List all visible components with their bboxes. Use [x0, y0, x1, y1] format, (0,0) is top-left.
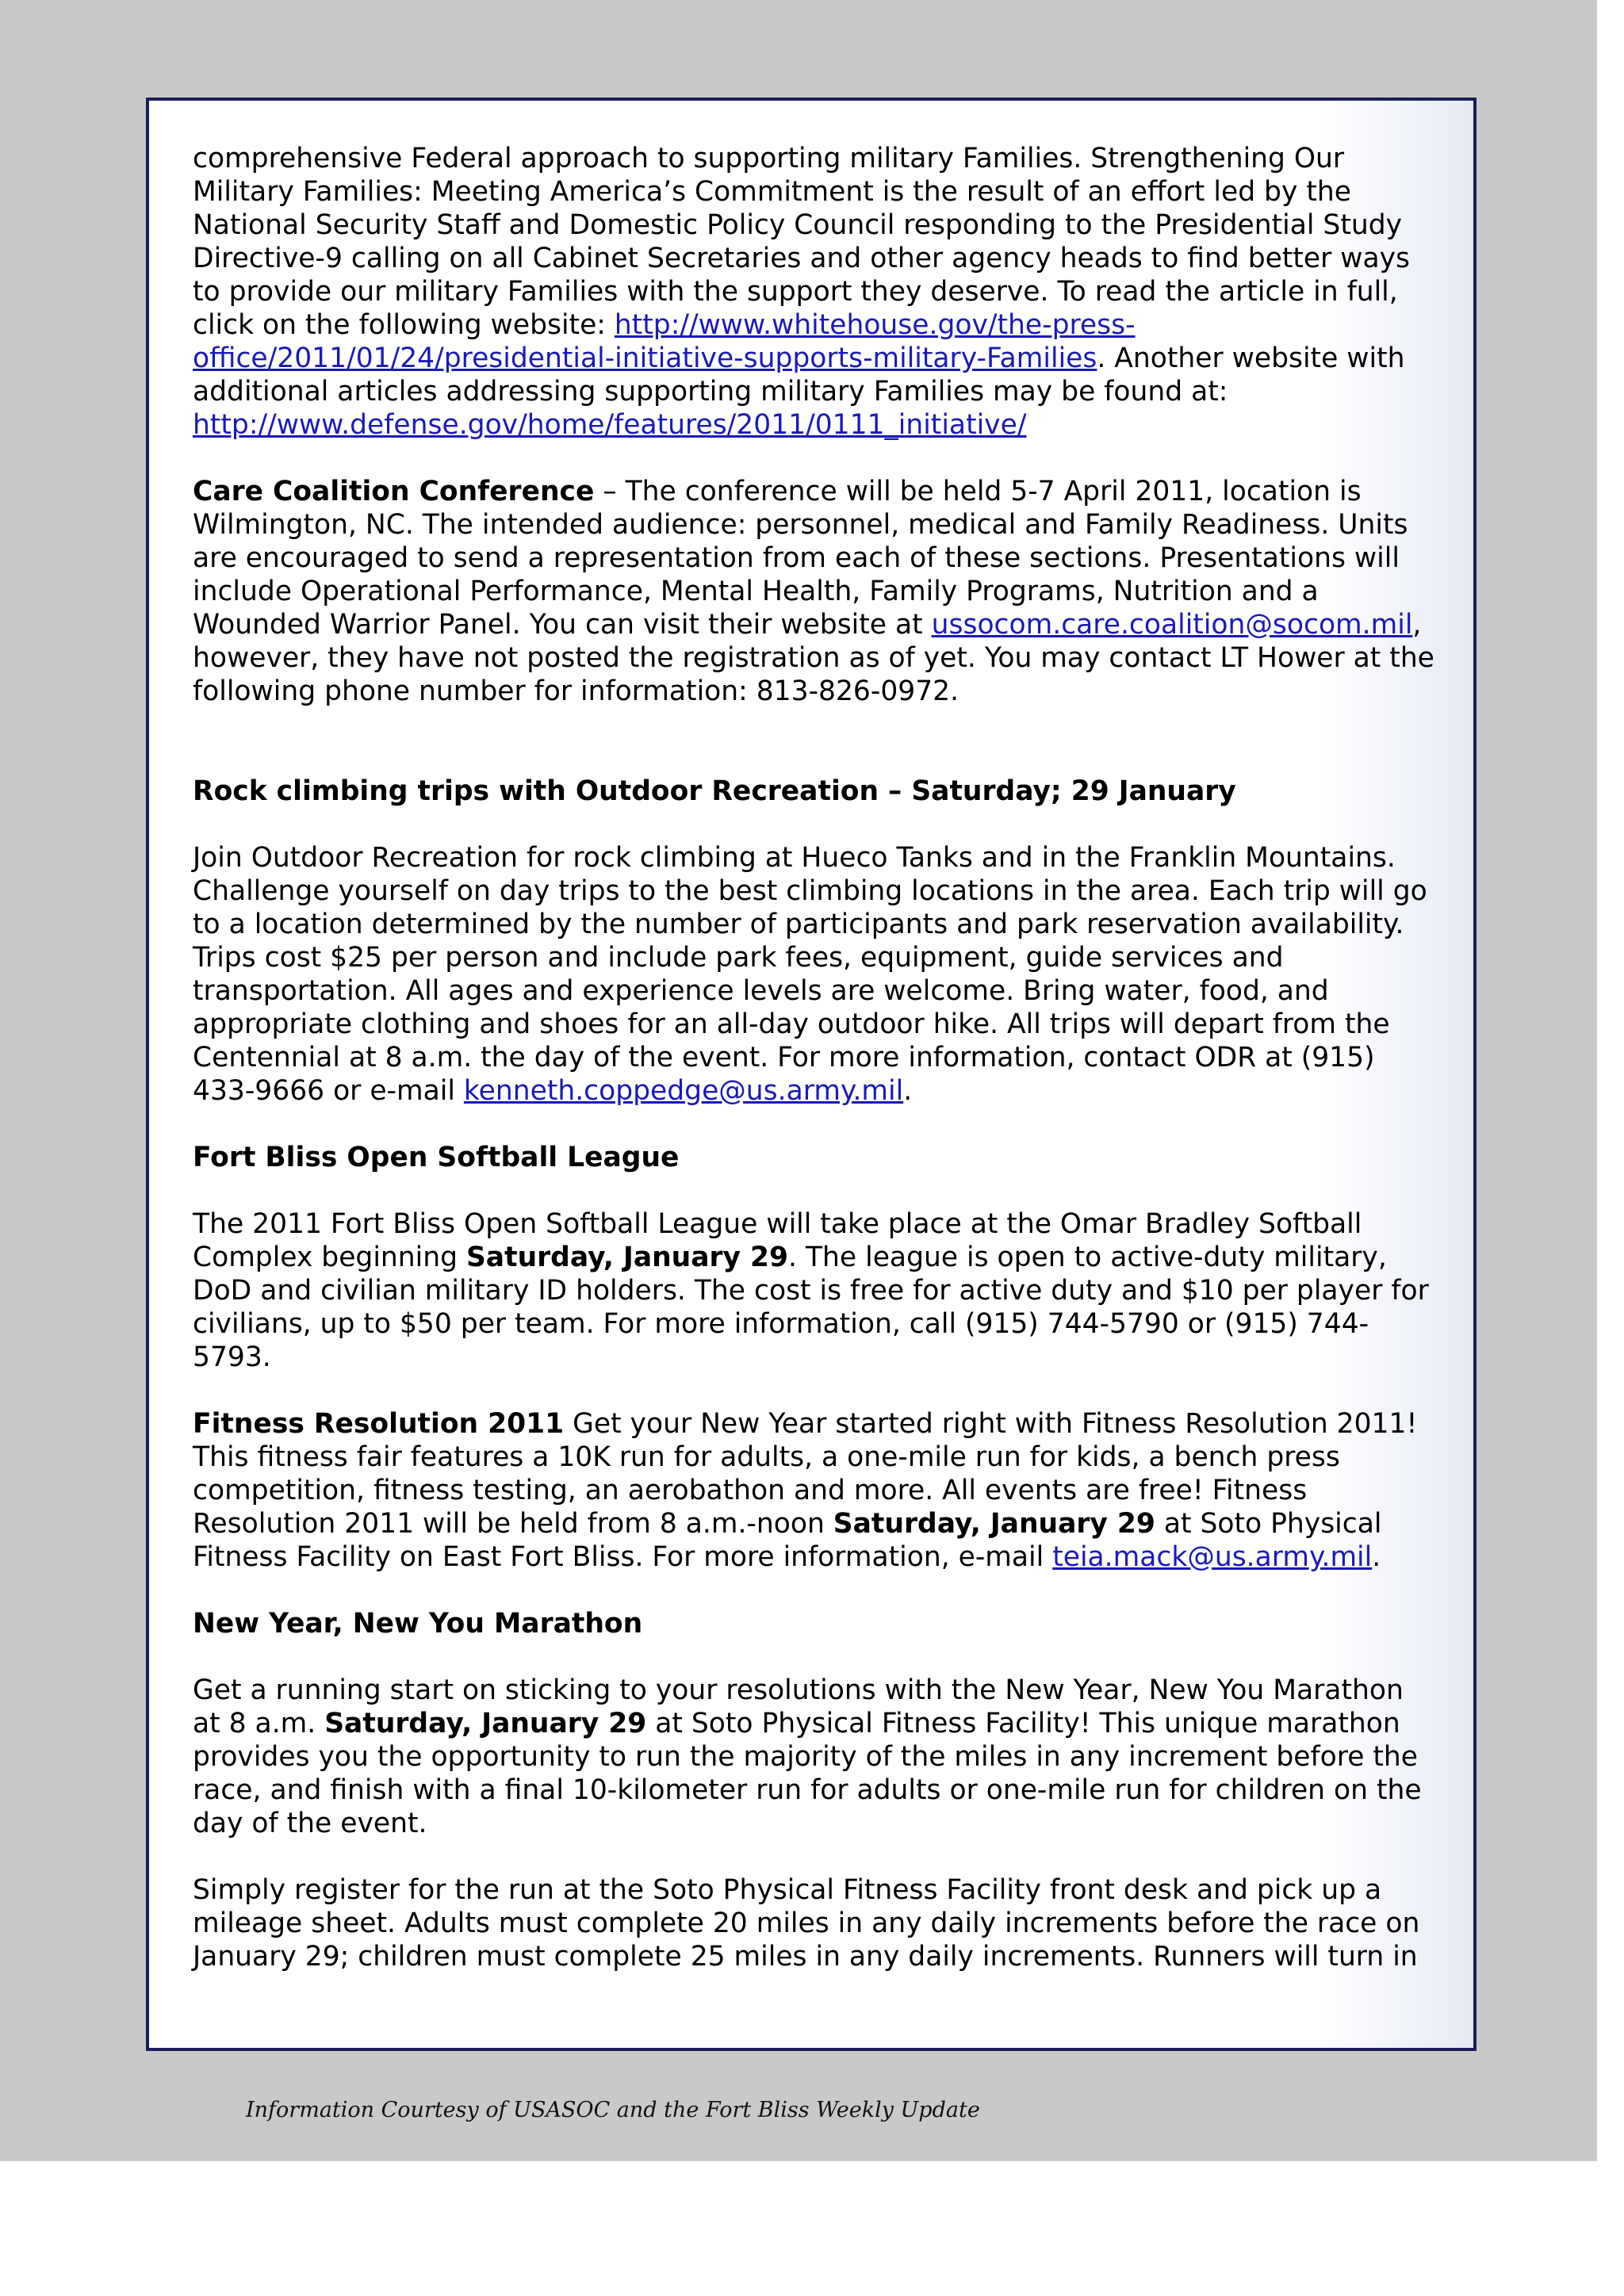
defense-link[interactable]: http://www.defense.gov/home/features/2011/0111_initiative/	[193, 409, 1027, 441]
paragraph-text: The 2011 Fort Bliss Open Softball League will take place at the Omar Bradley Softball Complex beginning	[193, 1208, 1362, 1273]
coppedge-email-link[interactable]: kenneth.coppedge@us.army.mil	[463, 1075, 904, 1107]
paragraph-text: Get a running start on sticking to your resolutions with the New Year, New You Marathon at 8 a.m.	[193, 1674, 1404, 1739]
military-families-paragraph	[193, 142, 1438, 442]
paragraph-text: , however, they have not posted the registration as of yet. You may contact LT Hower at the following phone number for information: 813-826-0972.	[193, 609, 1434, 707]
newsletter-content	[193, 142, 1438, 1973]
fitness-resolution-paragraph	[193, 1407, 1438, 1574]
paragraph-text: – The conference will be held 5-7 April 2011, location is Wilmington, NC. The intended audience: personnel, medical and Family Readiness. Units are encouraged to send a representation from each of these sections. Presentations will include Operational Performance, Mental Health, Family Programs, Nutrition and a Wounded Warrior Panel. You can visit their website at	[193, 476, 1408, 641]
paragraph-text: Join Outdoor Recreation for rock climbing at Hueco Tanks and in the Franklin Mountains. Challenge yourself on day trips to the best climbing locations in the area. Each trip will go to a location determined by the number of participants and park reservation availability. Trips cost $25 per person and include park fees, equipment, guide services and transportation. All ages and experience levels are welcome. Bring water, food, and appropriate clothing and shoes for an all-day outdoor hike. All trips will depart from the Centennial at 8 a.m. the day of the event. For more information, contact ODR at (915) 433-9666 or e-mail	[193, 842, 1427, 1107]
care-coalition-paragraph	[193, 475, 1438, 708]
date-emphasis: Saturday, January 29	[465, 1242, 789, 1273]
paragraph-text: comprehensive Federal approach to supporting military Families. Strengthening Our Military Families: Meeting America’s Commitment is the result of an effort led by the National Security Staff and Domestic Policy Council responding to the Presidential Study Directive-9 calling on all Cabinet Secretaries and other agency heads to find better ways to provide our military Families with the support they deserve. To read the article in full, click on the following website:	[193, 143, 1411, 341]
marathon-heading: New Year, New You Marathon	[193, 1608, 643, 1640]
rock-climbing-heading: Rock climbing trips with Outdoor Recreation – Saturday; 29 January	[193, 775, 1236, 807]
paragraph-text: Get your New Year started right with Fitness Resolution 2011! This fitness fair features a 10K run for adults, a one-mile run for kids, a bench press competition, fitness testing, an aerobathon and more. All events are free! Fitness Resolution 2011 will be held from 8 a.m.-noon	[193, 1408, 1418, 1540]
paragraph-text: at Soto Physical Fitness Facility on East Fort Bliss. For more information, e-mail	[193, 1508, 1382, 1573]
date-emphasis: Saturday, January 29	[833, 1508, 1155, 1540]
paragraph-text: at Soto Physical Fitness Facility! This unique marathon provides you the opportunity to run the majority of the miles in any increment before the race, and finish with a final 10-kilometer run for adults or one-mile run for children on the day of the event.	[193, 1708, 1422, 1839]
softball-heading: Fort Bliss Open Softball League	[193, 1142, 680, 1173]
fitness-resolution-title: Fitness Resolution 2011	[193, 1408, 565, 1440]
rock-climbing-paragraph	[193, 841, 1438, 1108]
paragraph-text: .	[903, 1075, 913, 1107]
marathon-paragraph	[193, 1674, 1438, 1840]
care-coalition-email-link[interactable]: ussocom.care.coalition@socom.mil	[931, 609, 1413, 641]
date-emphasis: Saturday, January 29	[324, 1708, 647, 1739]
paragraph-text: . Another website with additional articles addressing supporting military Families may be found at:	[193, 342, 1405, 408]
newsletter-frame	[146, 98, 1477, 2051]
marathon-register-paragraph: Simply register for the run at the Soto Physical Fitness Facility front desk and pick up a mileage sheet. Adults must complete 20 miles in any daily increments before the race on January 29; children must complete 25 miles in any daily increments. Runners will turn in	[193, 1874, 1420, 1973]
paragraph-text: .	[1372, 1541, 1381, 1573]
paragraph-text: . The league is open to active-duty military, DoD and civilian military ID holders. The cost is free for active duty and $10 per player for civilians, up to $50 per team. For more information, call (915) 744-5790 or (915) 744-5793.	[193, 1242, 1429, 1373]
care-coalition-title: Care Coalition Conference	[193, 476, 595, 507]
softball-paragraph	[193, 1207, 1438, 1374]
mack-email-link[interactable]: teia.mack@us.army.mil	[1052, 1541, 1373, 1573]
page-footer: Information Courtesy of USASOC and the Fort Bliss Weekly Update	[246, 2098, 980, 2122]
whitehouse-link[interactable]: http://www.whitehouse.gov/the-press-office/2011/01/24/presidential-initiative-supports-military-Families	[193, 309, 1136, 374]
